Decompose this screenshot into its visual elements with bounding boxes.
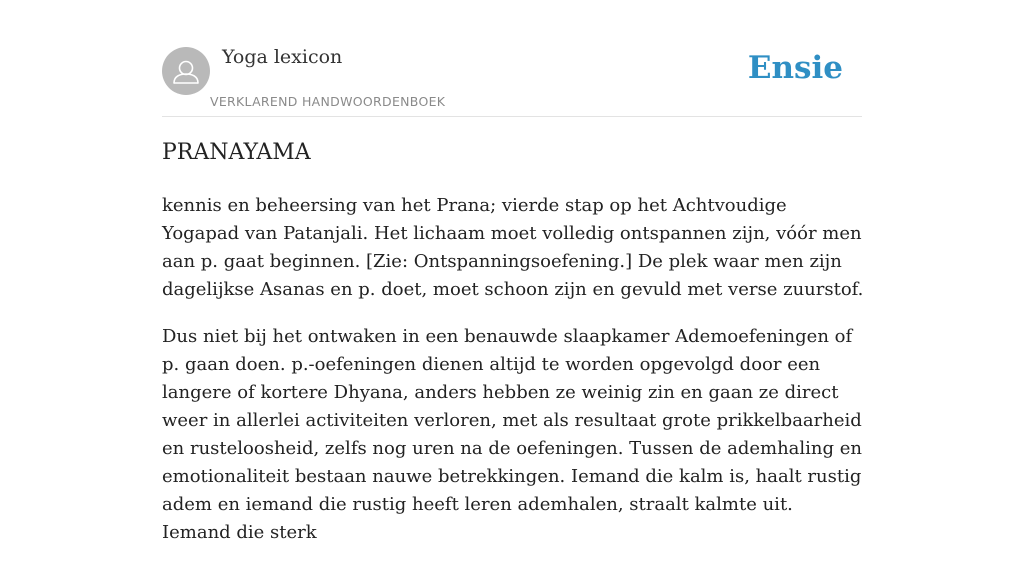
entry-title: PRANAYAMA (162, 140, 311, 165)
user-silhouette-icon (162, 47, 210, 95)
entry-paragraph: Dus niet bij het ontwaken in een benauwde slaapkamer Ademoefeningen of p. gaan doen. p.-oefeningen dienen altijd te worden opgevolgd door een langere of kortere Dhyana, anders hebben ze weinig zin en gaan ze direct weer in allerlei activiteiten verloren, met als resultaat grote prikkelbaarheid en rusteloosheid, zelfs nog uren na de oefeningen. Tussen de ademhaling en emotionaliteit bestaan nauwe betrekkingen. Iemand die kalm is, haalt rustig adem en iemand die rustig heeft leren ademhalen, straalt kalmte uit. Iemand die sterk (162, 326, 863, 543)
entry-body (162, 192, 866, 566)
lexicon-subtitle: VERKLAREND HANDWOORDENBOEK (210, 94, 446, 109)
entry-paragraph: kennis en beheersing van het Prana; vierde stap op het Achtvoudige Yogapad van Patanjali. Het lichaam moet volledig ontspannen zijn, vóór men aan p. gaat beginnen. [Zie: Ontspanningsoefening.] De plek waar men zijn dagelijkse Asanas en p. doet, moet schoon zijn en gevuld met verse zuurstof. (162, 195, 864, 300)
avatar[interactable] (162, 47, 210, 95)
brand-logo-link[interactable]: Ensie (747, 50, 843, 86)
site-header (162, 44, 862, 117)
lexicon-title-link[interactable]: Yoga lexicon (222, 46, 343, 68)
